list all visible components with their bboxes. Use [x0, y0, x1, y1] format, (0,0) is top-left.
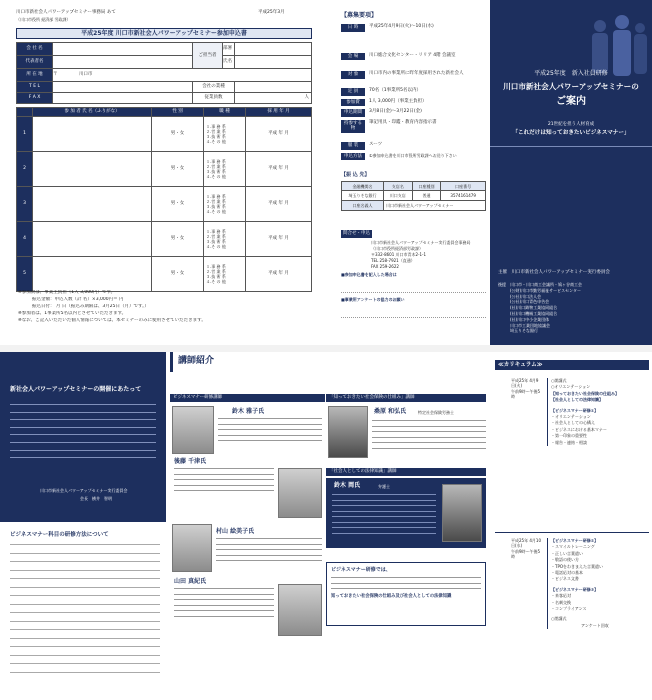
greeting-signature-name: 会長 横井 智明 — [80, 496, 112, 501]
day2-date: 平成25年 4月10日(水) — [511, 538, 541, 549]
instructors-panel — [166, 352, 491, 700]
greeting-box — [0, 352, 166, 522]
cover-year-title: 平成25年度 新入社員研修 — [534, 70, 608, 77]
curriculum-item: ・オリエンテーション — [551, 413, 591, 419]
curriculum-item: 【ビジネスマナー研修①】 — [551, 407, 599, 413]
dept-field[interactable] — [235, 43, 312, 56]
company-name-label: 会 社 名 — [17, 43, 53, 56]
instructor-bio — [174, 468, 274, 491]
cover-subtitle-small: 21世紀を担う人材育成 — [547, 122, 595, 127]
outline-label: 対 象 — [341, 71, 365, 79]
instructor-name: 鈴木 岡氏 — [334, 482, 361, 489]
outline-note-lines — [341, 279, 486, 293]
inquiry-block — [341, 230, 486, 270]
instructor-bio — [216, 538, 322, 561]
curriculum-item: ○開講式 — [551, 378, 567, 383]
instructor-photo — [442, 484, 482, 542]
info-box-emphasis: 知っておきたい社会保険の仕組み及び社会人としての法律知識 — [331, 593, 452, 599]
page-gutter — [0, 345, 652, 352]
industry-label: 会社の業種 — [193, 82, 235, 93]
section-social-insurance: 「知っておきたい社会保険の仕組み」講師 — [326, 394, 486, 402]
outline-row — [341, 142, 486, 150]
participant-name-field[interactable] — [33, 222, 152, 257]
job-option: １.事 務 系 — [206, 194, 226, 199]
outline-row — [341, 153, 486, 161]
header-participant: 参 加 者 氏 名（ふりがな） — [33, 108, 152, 117]
job-option: ４.そ の 他 — [206, 209, 226, 214]
form-to-line — [16, 10, 116, 22]
sponsor-label: 後援 — [498, 282, 506, 287]
instructor-title: 特定社会保険労務士 — [418, 410, 454, 415]
participant-name-field[interactable] — [33, 117, 152, 152]
outline-label: 持参する物 — [341, 120, 365, 133]
job-option: ２.営 業 系 — [206, 269, 226, 274]
fee-note: ※参加費は、事業主負担（1人 3,000円）です。 — [18, 290, 116, 295]
job-select[interactable] — [204, 117, 246, 152]
outline-row — [341, 120, 486, 133]
row-number: 4 — [17, 222, 33, 257]
inquiry-lines — [341, 240, 486, 270]
job-select[interactable] — [204, 257, 246, 292]
day2-time: 午前9時〜午後5時 — [511, 548, 541, 560]
limit-note: ※参加者は、1事業所5名以内とさせていただきます。 — [18, 310, 127, 316]
header-gender: 性 別 — [152, 108, 204, 117]
section-business-manner: ビジネスマナー研修講師 — [170, 394, 325, 402]
curriculum-item: ・敬語の使い方 — [551, 557, 579, 563]
outline-value: 平成25年4月9日(火)〜10日(水) — [369, 24, 434, 29]
outline-row — [341, 53, 486, 61]
sponsor-item: (社)川口鋳物工業協同組合 — [510, 305, 558, 311]
inquiry-line: 〒332-8601 川口市青木2-1-1 — [371, 251, 427, 257]
table-row — [17, 117, 312, 152]
sponsor-item: (社)川口中小企業団体 — [510, 316, 550, 322]
outline-label: 定 員 — [341, 88, 365, 96]
instructor-bio — [218, 418, 322, 441]
participant-name-field[interactable] — [33, 187, 152, 222]
cover-subtitle: 「これだけは知っておきたいビジネスマナー」 — [512, 130, 630, 136]
instructor-photo — [328, 406, 368, 458]
curriculum-item: ・来客応対 — [551, 593, 571, 599]
header-year-month: 採 用 年 月 — [246, 108, 312, 117]
job-option: ４.そ の 他 — [206, 139, 226, 144]
greeting-title: 新社会人パワーアップセミナーの開催にあたって — [10, 386, 142, 393]
cover-panel — [490, 0, 652, 345]
instructor-name: 鈴木 雅子氏 — [232, 408, 265, 415]
employee-label: 従業員数 — [193, 93, 235, 104]
outline-value: 川口市内の事業所に昨年度採用された新社会人 — [369, 71, 464, 77]
form-recipient-sub: （川口市役所 経済部 労政課） — [16, 16, 71, 22]
day-divider — [495, 532, 649, 533]
outline-value: 70名（1事業所5名以内） — [369, 87, 421, 93]
name-label: 氏名 — [223, 56, 235, 69]
instructor-photo — [172, 524, 212, 572]
job-option: １.事 務 系 — [206, 264, 226, 269]
company-name-field[interactable] — [53, 43, 193, 56]
outline-value: スーツ — [369, 142, 383, 147]
year-month-field[interactable]: 平成 年 月 — [246, 117, 312, 152]
representative-label: 代表者名 — [17, 56, 53, 69]
inquiry-line: FAX 259-2622 — [371, 263, 399, 269]
bank-cell: 川口支店 — [383, 191, 412, 201]
form-recipient: 川口市新社会人パワーアップセミナー事務局 あて — [16, 10, 116, 15]
participant-name-field[interactable] — [33, 257, 152, 292]
curriculum-item: ・社会人としての心構え — [551, 420, 595, 426]
curriculum-item: ・名刺交換 — [551, 599, 571, 605]
job-option: ４.そ の 他 — [206, 174, 226, 179]
instructor-bio — [332, 494, 436, 533]
inquiry-line: 川口市新社会人パワーアップセミナー実行委員会事務局 — [371, 239, 471, 245]
day1-date: 平成25年 4月9日(火) — [511, 378, 539, 389]
curriculum-item: 【ビジネスマナー研修②】 — [551, 538, 599, 543]
outline-label: 参加費 — [341, 99, 365, 107]
bank-header-cell: 支店名 — [383, 182, 412, 191]
sponsor-item: (社)川口機械工業協同組合 — [510, 310, 558, 316]
dept-label: 部署 — [223, 43, 235, 56]
gender-select[interactable]: 男・女 — [152, 222, 204, 257]
instructor-bio — [174, 588, 274, 616]
instructor-photo — [278, 468, 322, 518]
header-job: 職 種 — [204, 108, 246, 117]
method-section-title: ビジネスマナー科目の研修方法について — [10, 532, 109, 538]
sponsor-item: 埼玉りそな銀行 — [510, 328, 538, 334]
application-form — [0, 0, 325, 345]
greeting-body — [10, 404, 156, 476]
gender-select[interactable]: 男・女 — [152, 187, 204, 222]
day1-time: 午前9時〜午後5時 — [511, 388, 541, 400]
bank-header-cell: 金融機関名 — [342, 182, 384, 191]
cover-divider — [490, 146, 652, 147]
gender-select[interactable]: 男・女 — [152, 117, 204, 152]
instructor-name: 村山 絵美子氏 — [216, 528, 255, 535]
outline-label: 申込方法 — [341, 153, 365, 161]
info-box-title: ビジネスマナー研修では、 — [331, 567, 391, 573]
row-number: 2 — [17, 152, 33, 187]
job-option: ２.営 業 系 — [206, 129, 226, 134]
curriculum-item: ・TPOをわきまえた言葉遣い — [551, 563, 604, 569]
address-field[interactable] — [53, 69, 312, 82]
job-option: １.事 務 系 — [206, 124, 226, 129]
cover-main-title: 川口市新社会人パワーアップセミナーの — [503, 82, 639, 91]
table-row — [17, 257, 312, 292]
inquiry-line: （川口市役所経済部労政課） — [371, 245, 423, 251]
instructor-photo — [278, 584, 322, 636]
curriculum-item: ・ビジネス文書 — [551, 576, 579, 582]
job-option: ２.営 業 系 — [206, 234, 226, 239]
curriculum-item: アンケート回収 — [581, 622, 609, 628]
curriculum-item: 【ビジネスマナー研修③】 — [551, 586, 599, 592]
law-instructor-box — [326, 478, 486, 548]
bank-header-cell: 口座番号 — [441, 182, 486, 191]
inquiry-line: TEL 258-7921（直通） — [371, 257, 415, 263]
day2-items — [547, 538, 647, 629]
sponsor-item: 川口市工業団地協議会 — [510, 322, 550, 328]
sponsor-item: 川口市・川口商工会議所・鳩ヶ谷商工会 — [510, 282, 582, 287]
job-select[interactable] — [204, 222, 246, 257]
employee-unit: 人 — [304, 95, 309, 101]
job-option: ４.そ の 他 — [206, 279, 226, 284]
outline-row — [341, 88, 486, 96]
curriculum-item: ○閉講式 — [551, 616, 567, 622]
tel-field[interactable] — [53, 82, 193, 93]
day2-date-block — [511, 538, 541, 560]
heading-accent — [170, 352, 173, 372]
postal-mark: 〒 — [53, 72, 58, 78]
outline-list — [341, 24, 486, 163]
info-box — [326, 562, 486, 626]
bank-holder-label: 口座名義人 — [342, 201, 384, 211]
instructor-photo — [172, 406, 214, 454]
sponsor-item: (公財)川口市勤労福祉サービスセンター — [510, 287, 581, 293]
curriculum-item: ・第一印象の重要性 — [551, 433, 587, 439]
participants-table — [16, 107, 312, 292]
curriculum-panel — [491, 352, 652, 700]
year-month-field[interactable]: 平成 年 月 — [246, 257, 312, 292]
year-month-field[interactable]: 平成 年 月 — [246, 222, 312, 257]
bank-cell: 埼玉りそな銀行 — [342, 191, 384, 201]
instructor-title: 弁護士 — [378, 484, 390, 489]
cover-organizer: 主催 川口市新社会人パワーアップセミナー実行委員会 — [498, 270, 610, 275]
outline-value: 1人 3,000円（事業主負担） — [369, 98, 427, 104]
sponsor-item: (公社)川口法人会 — [510, 293, 542, 299]
transfer-amount-note: 振込金額：申込人数（計 名）×3,000円＝ 円 — [32, 296, 124, 302]
industry-field[interactable] — [235, 82, 312, 93]
bank-cell: 普通 — [412, 191, 441, 201]
sponsor-item: (公社)川口青色申告会 — [510, 299, 550, 305]
greeting-panel — [0, 352, 166, 700]
row-number: 1 — [17, 117, 33, 152]
table-row — [17, 222, 312, 257]
fax-label: F A X — [17, 93, 53, 104]
curriculum-item: 【知っておきたい社会保険の仕組み】 — [551, 390, 619, 396]
row-number: 3 — [17, 187, 33, 222]
outline-row — [341, 109, 486, 117]
job-option: ２.営 業 系 — [206, 199, 226, 204]
outline-value: 3月8日(金)〜3月22日(金) — [369, 109, 422, 115]
outline-label: 会 場 — [341, 53, 365, 61]
tel-label: T E L — [17, 82, 53, 93]
curriculum-item: ・スマイルトレーニング — [551, 544, 595, 550]
privacy-note: ※なお、ご記入いただいた個人情報については、本セミナーのみに使用させていただきます。 — [18, 317, 206, 323]
cover-main-title-2: ご案内 — [556, 96, 586, 107]
address-city: 川口市 — [78, 72, 93, 78]
outline-row — [341, 99, 486, 107]
greeting-signature: 川口市新社会人パワーアップセミナー実行委員会 — [40, 488, 128, 493]
job-option: ４.そ の 他 — [206, 244, 226, 249]
job-option: １.事 務 系 — [206, 159, 226, 164]
curriculum-item: ・報告・連絡・相談 — [551, 439, 587, 445]
job-select[interactable] — [204, 152, 246, 187]
form-date: 平成25年3月 — [258, 10, 285, 15]
section-law: 「社会人としての法律知識」講師 — [326, 468, 486, 476]
job-option: ２.営 業 系 — [206, 164, 226, 169]
outline-label: 服 装 — [341, 142, 365, 150]
instructor-bio — [372, 420, 486, 448]
inquiry-label: 問合せ・申込 — [343, 231, 370, 236]
instructor-name: 山田 真紀氏 — [174, 578, 207, 585]
day1-date-block — [511, 378, 541, 400]
fax-field[interactable] — [53, 93, 193, 104]
table-row — [17, 187, 312, 222]
sponsor-list — [510, 282, 582, 334]
outline-panel — [325, 0, 490, 345]
outline-value: 川口総合文化センター・リリア 4階 会議室 — [369, 52, 456, 58]
survey-note-head: ■事業所アンケートの協力のお願い — [341, 297, 405, 302]
job-option: １.事 務 系 — [206, 229, 226, 234]
bank-holder: 川口市新社会人パワーアップセミナー — [383, 201, 485, 211]
outline-note-head: ■参加申込書を記入した場合は — [341, 272, 397, 277]
bank-header: 【振 込 先】 — [341, 172, 370, 178]
method-body — [10, 544, 160, 672]
outline-row — [341, 24, 486, 32]
instructor-name: 桑原 和弘氏 — [374, 408, 407, 415]
bank-cell: 3574161479 — [441, 191, 486, 201]
outline-label: 日 時 — [341, 24, 365, 32]
survey-note-lines — [341, 304, 486, 318]
gender-select[interactable]: 男・女 — [152, 257, 204, 292]
row-number: 5 — [17, 257, 33, 292]
year-month-field[interactable]: 平成 年 月 — [246, 152, 312, 187]
instructor-name: 後藤 千津氏 — [174, 458, 207, 465]
contact-label: ご担当者 — [193, 43, 223, 69]
curriculum-item: ○オリエンテーション — [551, 384, 591, 390]
job-option: ３.技 術 系 — [206, 274, 226, 279]
job-select[interactable] — [204, 187, 246, 222]
job-option: ３.技 術 系 — [206, 204, 226, 209]
employee-field[interactable] — [235, 93, 312, 104]
contact-name-field[interactable] — [235, 56, 312, 69]
bank-header-cell: 口座種別 — [412, 182, 441, 191]
job-option: ３.技 術 系 — [206, 169, 226, 174]
form-notes — [18, 290, 312, 325]
form-title: 平成25年度 川口市新社会人パワーアップセミナー参加申込書 — [16, 28, 312, 39]
job-option: ３.技 術 系 — [206, 134, 226, 139]
curriculum-item: 【社会人としての法律知識】 — [551, 397, 603, 403]
curriculum-heading: ≪カリキュラム≫ — [495, 360, 649, 370]
cover-sponsors — [498, 282, 648, 334]
curriculum-item: ・電話応対の基本 — [551, 569, 583, 575]
representative-field[interactable] — [53, 56, 193, 69]
outline-row — [341, 71, 486, 79]
outline-value: ①参加申込書を川口市役所労政課へお送り下さい — [369, 152, 457, 158]
curriculum-item: ・正しい言葉遣い — [551, 550, 583, 556]
table-row — [17, 152, 312, 187]
instructors-heading: 講師紹介 — [178, 356, 215, 366]
transfer-date-note: 振込日付： 月 日（振込み期限は、3月25日（月）です。） — [32, 303, 149, 309]
job-option: ３.技 術 系 — [206, 239, 226, 244]
company-info-table — [16, 42, 312, 104]
outline-value: 筆記用具・印鑑・教育内容指示書 — [369, 119, 437, 125]
outline-label: 申込期間 — [341, 109, 365, 117]
info-box-lines — [331, 577, 481, 589]
curriculum-item: ・ビジネスにおける基本マナー — [551, 426, 607, 432]
participant-name-field[interactable] — [33, 152, 152, 187]
address-label: 所 在 地 — [17, 69, 53, 82]
outline-header: 【募集要項】 — [341, 12, 378, 19]
bank-table — [341, 181, 486, 211]
year-month-field[interactable]: 平成 年 月 — [246, 187, 312, 222]
day1-items — [547, 378, 647, 446]
curriculum-item: ・コンプライアンス — [551, 605, 587, 611]
gender-select[interactable]: 男・女 — [152, 152, 204, 187]
